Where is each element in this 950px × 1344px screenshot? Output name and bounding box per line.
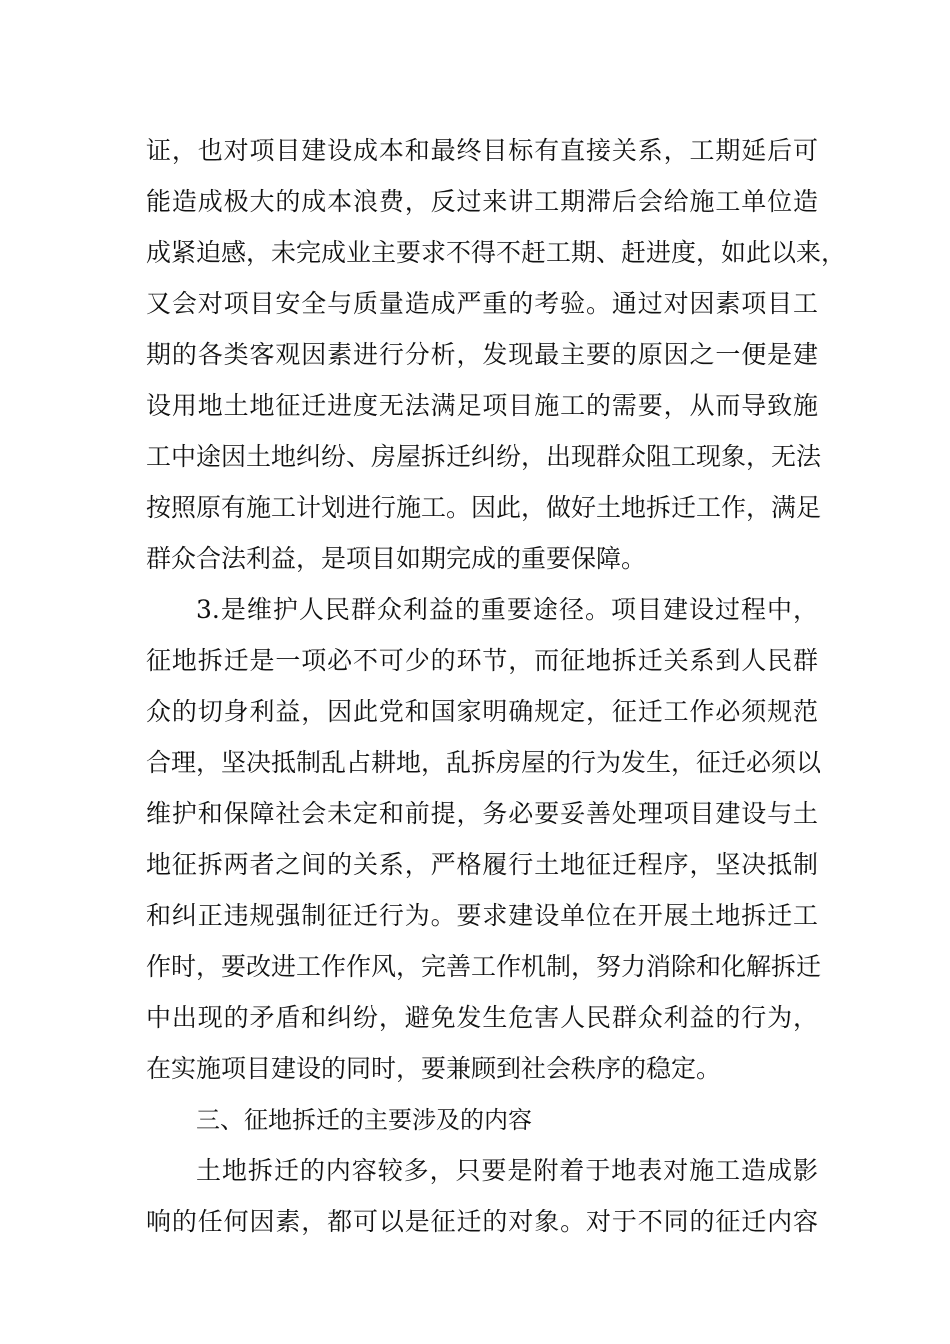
text-line: 地征拆两者之间的关系，严格履行土地征迁程序，坚决抵制 (146, 850, 818, 879)
text-line: 合理，坚决抵制乱占耕地，乱拆房屋的行为发生，征迁必须以 (146, 748, 822, 777)
text-line: 众的切身利益，因此党和国家明确规定，征迁工作必须规范 (146, 697, 818, 726)
section-heading: 三、征地拆迁的主要涉及的内容 (196, 1106, 532, 1134)
text-line: 3.是维护人民群众利益的重要途径。项目建设过程中， (196, 595, 818, 624)
text-line: 设用地土地征迁进度无法满足项目施工的需要，从而导致施 (146, 391, 818, 420)
text-line: 期的各类客观因素进行分析，发现最主要的原因之一便是建 (146, 340, 818, 369)
text-line: 又会对项目安全与质量造成严重的考验。通过对因素项目工 (146, 289, 818, 318)
text-line: 工中途因土地纠纷、房屋拆迁纠纷，出现群众阻工现象，无法 (146, 442, 822, 471)
text-line: 在实施项目建设的同时，要兼顾到社会秩序的稳定。 (146, 1054, 722, 1083)
text-line: 征地拆迁是一项必不可少的环节，而征地拆迁关系到人民群 (146, 646, 818, 675)
text-line: 按照原有施工计划进行施工。因此，做好土地拆迁工作，满足 (146, 493, 822, 522)
text-line: 成紧迫感，未完成业主要求不得不赶工期、赶进度，如此以来， (146, 238, 847, 267)
text-line: 土地拆迁的内容较多，只要是附着于地表对施工造成影 (196, 1156, 818, 1185)
text-line: 群众合法利益，是项目如期完成的重要保障。 (146, 544, 647, 573)
text-line: 维护和保障社会未定和前提，务必要妥善处理项目建设与土 (146, 799, 818, 828)
text-line: 能造成极大的成本浪费，反过来讲工期滞后会给施工单位造 (146, 187, 818, 216)
text-line: 和纠正违规强制征迁行为。要求建设单位在开展土地拆迁工 (146, 901, 818, 930)
text-line: 证，也对项目建设成本和最终目标有直接关系，工期延后可 (146, 136, 818, 165)
text-line: 中出现的矛盾和纠纷，避免发生危害人民群众利益的行为， (146, 1003, 818, 1032)
text-line: 作时，要改进工作作风，完善工作机制，努力消除和化解拆迁 (146, 952, 822, 981)
text-line: 响的任何因素，都可以是征迁的对象。对于不同的征迁内容 (146, 1207, 818, 1236)
